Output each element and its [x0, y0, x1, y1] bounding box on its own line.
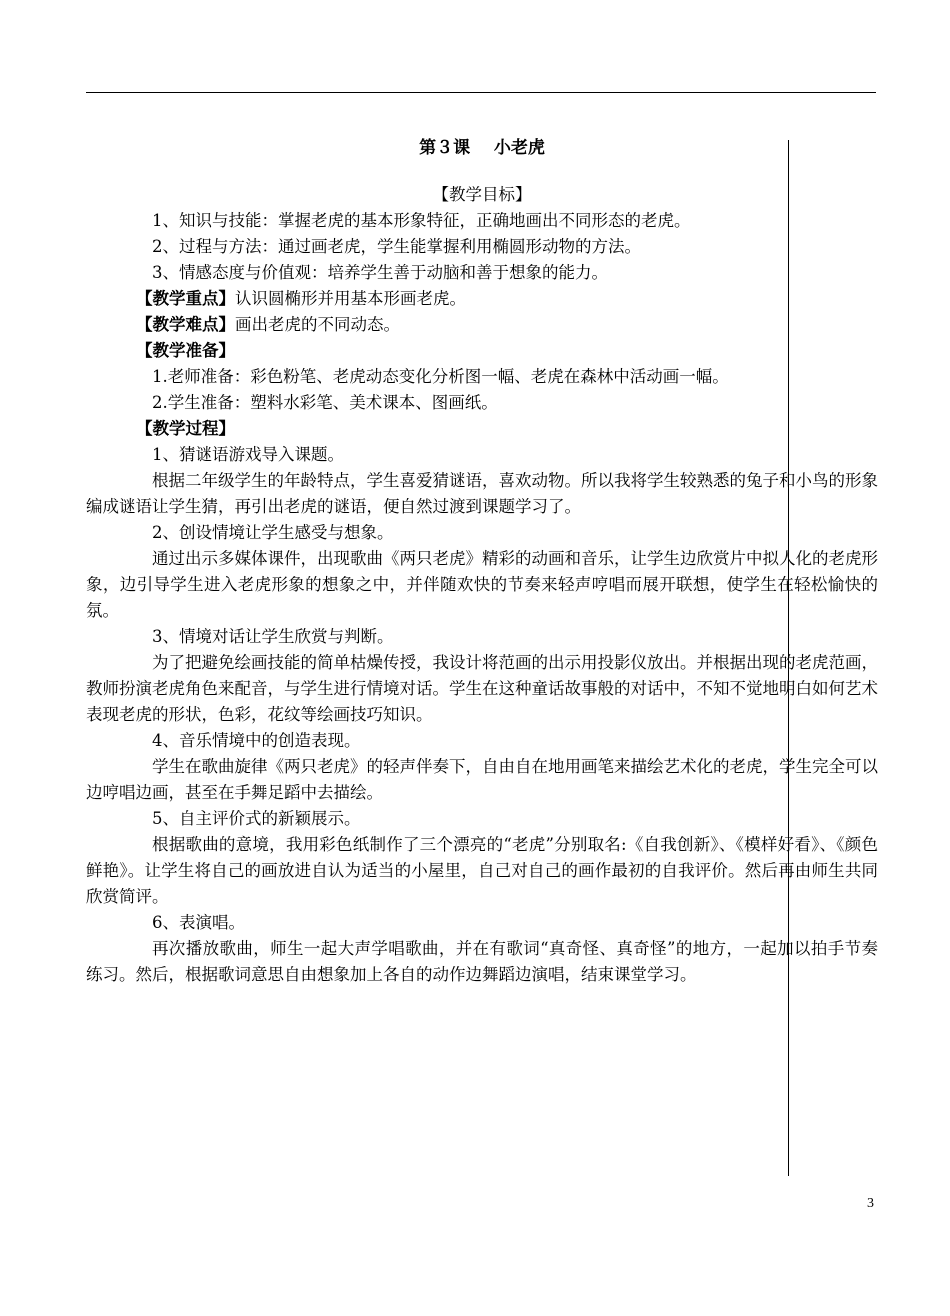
key-point-line [86, 286, 878, 312]
lesson-title: 第３课 小老虎 [419, 138, 545, 158]
page-number: 3 [867, 1196, 874, 1211]
process-heading: 【教学过程】 [136, 419, 235, 438]
process-paragraph: 根据歌曲的意境，我用彩色纸制作了三个漂亮的“老虎”分别取名:《自我创新》、《模样好看》、《颜色鲜艳》。让学生将自己的画放进自认为适当的小屋里，自己对自己的画作最初的自我评价。然后再由师生共同欣赏简评。 [86, 835, 878, 906]
prep-item: 1.老师准备：彩色粉笔、老虎动态变化分析图一幅、老虎在森林中活动画一幅。 [152, 367, 729, 386]
process-step-heading: 3、情境对话让学生欣赏与判断。 [152, 627, 394, 646]
process-paragraph: 再次播放歌曲，师生一起大声学唱歌曲，并在有歌词“真奇怪、真奇怪”的地方，一起加以拍手节奏练习。然后，根据歌词意思自由想象加上各自的动作边舞蹈边演唱，结束课堂学习。 [86, 939, 878, 984]
process-paragraph: 通过出示多媒体课件，出现歌曲《两只老虎》精彩的动画和音乐，让学生边欣赏片中拟人化的老虎形象，边引导学生进入老虎形象的想象之中，并伴随欢快的节奏来轻声哼唱而展开联想，使学生在轻松愉快的氛。 [86, 549, 878, 620]
process-paragraph: 为了把避免绘画技能的简单枯燥传授，我设计将范画的出示用投影仪放出。并根据出现的老虎范画，教师扮演老虎角色来配音，与学生进行情境对话。学生在这种童话故事般的对话中，不知不觉地明白如何艺术表现老虎的形状，色彩，花纹等绘画技巧知识。 [86, 653, 878, 724]
goal-item: 2、过程与方法：通过画老虎，学生能掌握利用椭圆形动物的方法。 [152, 237, 641, 256]
process-paragraph: 学生在歌曲旋律《两只老虎》的轻声伴奏下，自由自在地用画笔来描绘艺术化的老虎，学生完全可以边哼唱边画，甚至在手舞足蹈中去描绘。 [86, 757, 878, 802]
key-point-label: 【教学重点】 [136, 289, 235, 308]
process-step-heading: 4、音乐情境中的创造表现。 [152, 731, 361, 750]
difficulty-text: 画出老虎的不同动态。 [235, 315, 400, 334]
prep-heading: 【教学准备】 [136, 341, 235, 360]
process-heading-line [86, 416, 878, 442]
process-step-heading: 5、自主评价式的新颖展示。 [152, 809, 361, 828]
key-point-text: 认识圆椭形并用基本形画老虎。 [235, 289, 466, 308]
goal-item: 1、知识与技能：掌握老虎的基本形象特征，正确地画出不同形态的老虎。 [152, 211, 691, 230]
header-rule [86, 92, 876, 93]
goals-heading: 【教学目标】 [432, 185, 532, 204]
difficulty-line [86, 312, 878, 338]
process-step-heading: 2、创设情境让学生感受与想象。 [152, 523, 394, 542]
lesson-document [86, 134, 878, 988]
goal-item: 3、情感态度与价值观：培养学生善于动脑和善于想象的能力。 [152, 263, 608, 282]
prep-heading-line [86, 338, 878, 364]
process-step-heading: 1、猜谜语游戏导入课题。 [152, 445, 344, 464]
difficulty-label: 【教学难点】 [136, 315, 235, 334]
process-paragraph: 根据二年级学生的年龄特点，学生喜爱猜谜语，喜欢动物。所以我将学生较熟悉的兔子和小鸟的形象编成谜语让学生猜，再引出老虎的谜语，便自然过渡到课题学习了。 [86, 471, 878, 516]
process-step-heading: 6、表演唱。 [152, 913, 245, 932]
prep-item: 2.学生准备：塑料水彩笔、美术课本、图画纸。 [152, 393, 498, 412]
